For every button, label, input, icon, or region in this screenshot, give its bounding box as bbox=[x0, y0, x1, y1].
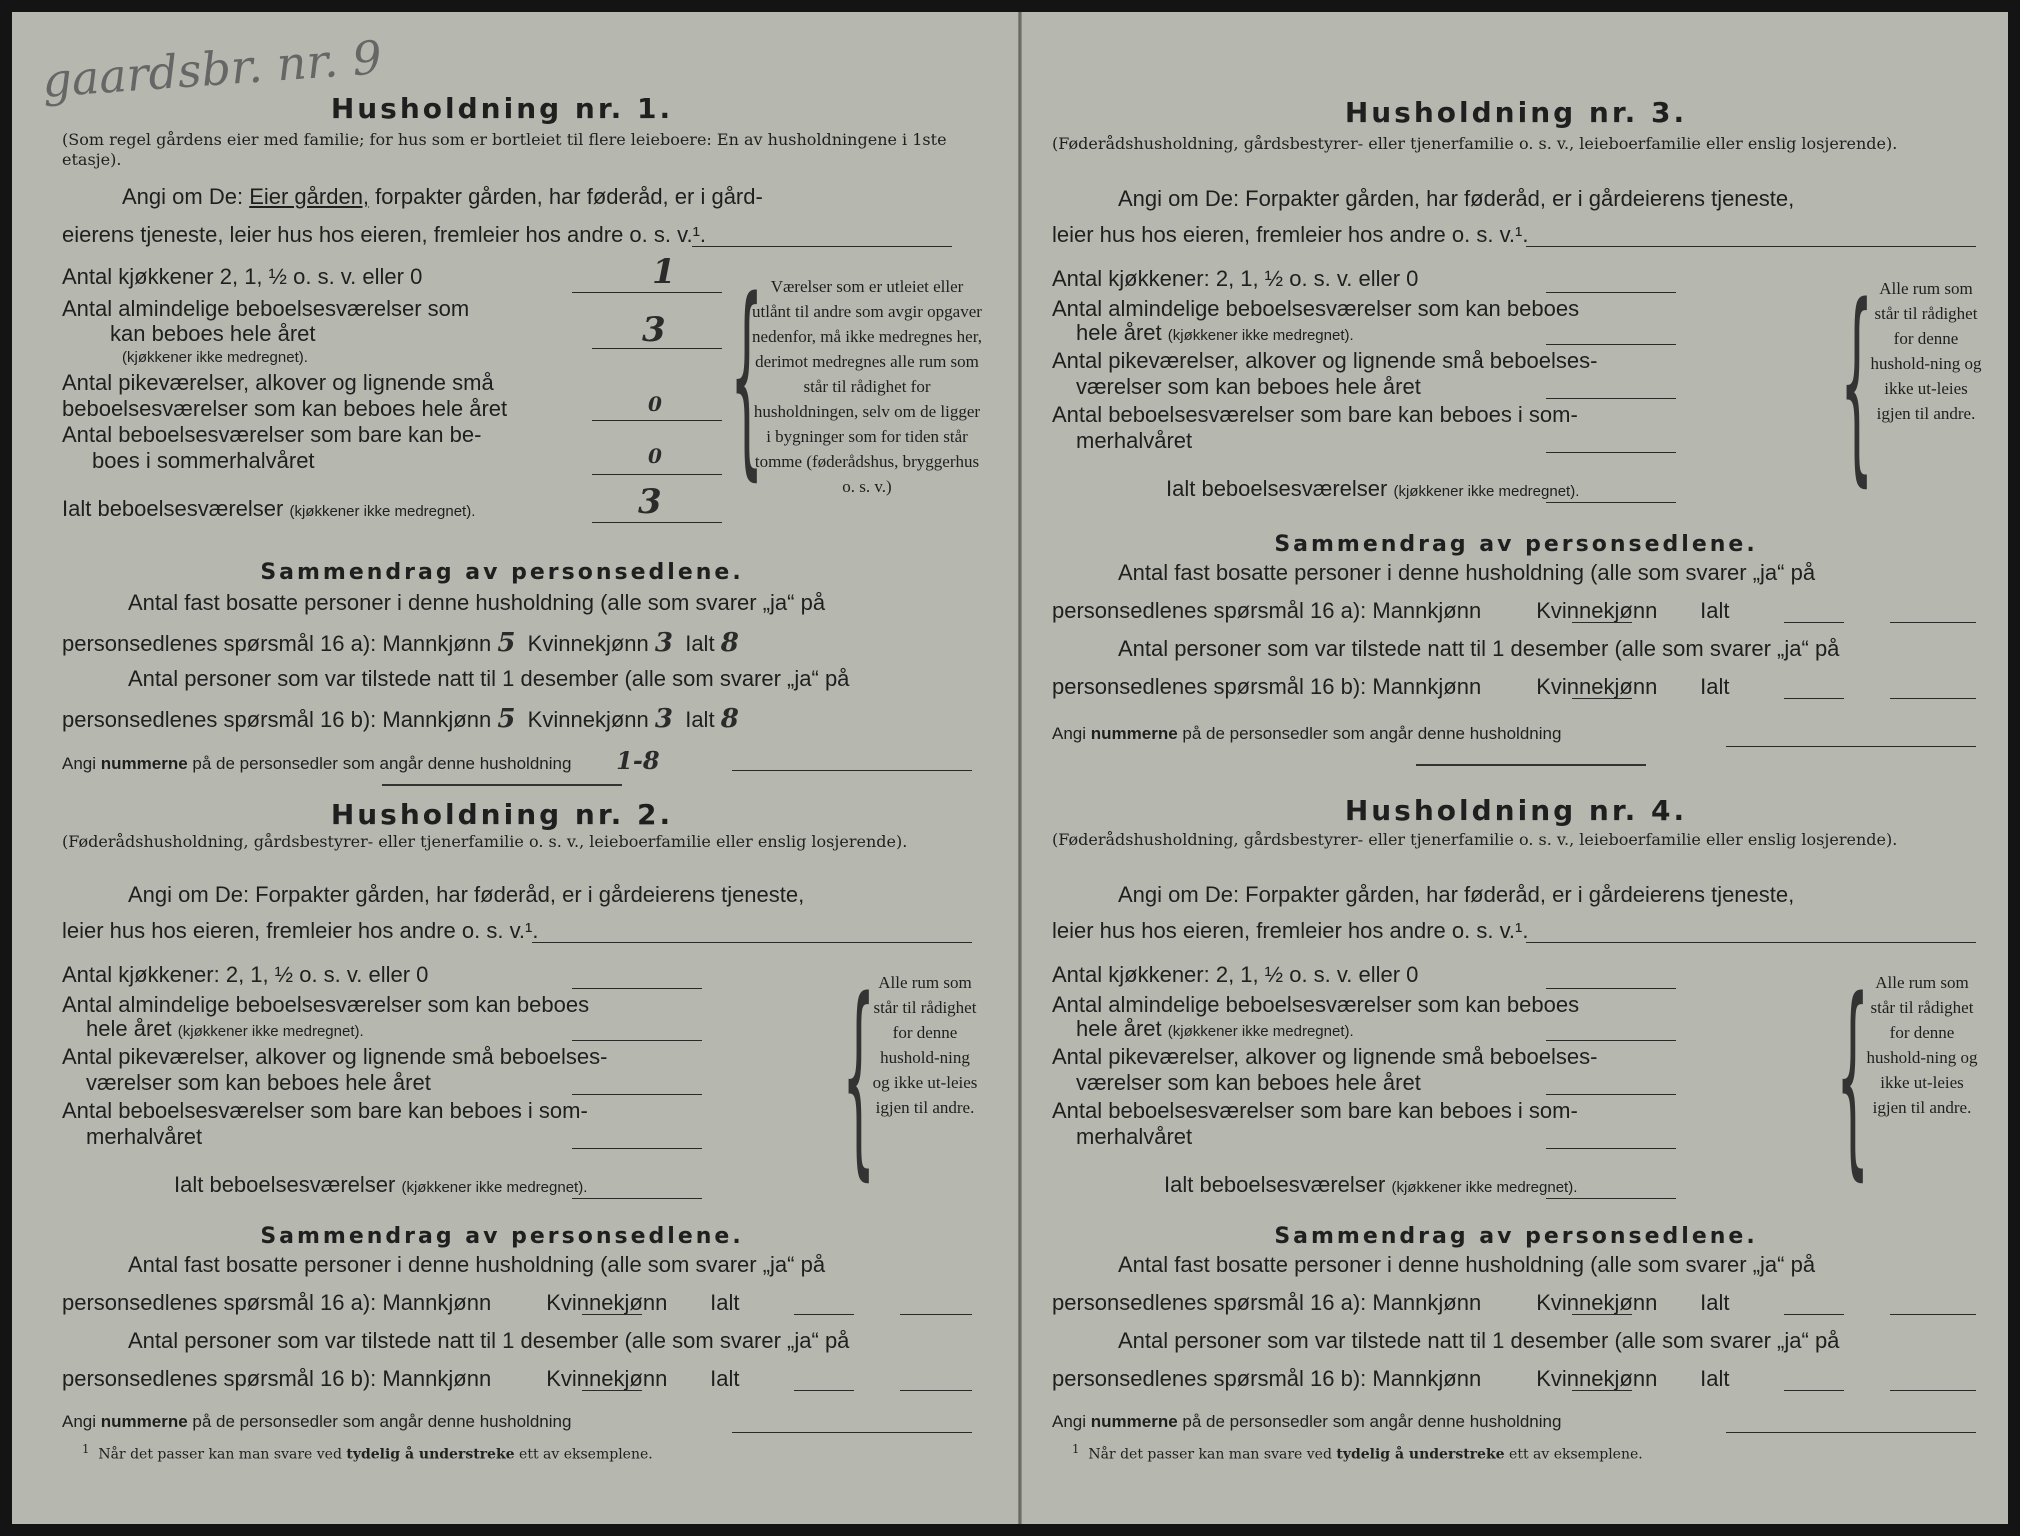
household-2-16b-k-line bbox=[794, 1390, 854, 1391]
household-3-16b-k-line bbox=[1784, 698, 1844, 699]
summary-16a-line-2: personsedlenes spørsmål 16 a): Mannkjønn 5 Kvinnekjønn 3 Ialt 8 bbox=[62, 628, 739, 658]
summary-16a-line-1: Antal fast bosatte personer i denne husholdning (alle som svarer „ja“ på bbox=[128, 590, 826, 615]
household-3-title: Husholdning nr. 3. bbox=[1344, 96, 1688, 129]
angi-line-1: Angi om De: Eier gården, forpakter gården, har føderåd, er i gård- bbox=[122, 184, 763, 209]
household-3-angi-line bbox=[1526, 246, 1976, 247]
summary-16a-female: 3 bbox=[654, 628, 673, 658]
household-4-numbers-line bbox=[1726, 1432, 1976, 1433]
household-1-title: Husholdning nr. 1. bbox=[330, 92, 674, 125]
household-4-brace-note: Alle rum som står til rådighet for denne hushold-ning og ikke ut-leies igjen til andre. bbox=[1866, 973, 1978, 1117]
household-2-note: (Føderådshusholdning, gårdsbestyrer- eller tjenerfamilie o. s. v., leieboerfamilie eller enslig losjerende). bbox=[62, 832, 908, 851]
household-3-rooms-b: hele året (kjøkkener ikke medregnet). bbox=[1076, 320, 1354, 345]
household-2-total-line bbox=[572, 1198, 702, 1199]
angi-fill-line bbox=[692, 246, 952, 247]
rooms-value: 3 bbox=[642, 310, 666, 350]
household-2-kitchens: Antal kjøkkener: 2, 1, ½ o. s. v. eller 0 bbox=[62, 962, 429, 987]
household-4-summer-a: Antal beboelsesværelser som bare kan beboes i som- bbox=[1052, 1098, 1578, 1123]
household-4-rooms-line bbox=[1546, 1040, 1676, 1041]
household-4-note: (Føderådshusholdning, gårdsbestyrer- eller tjenerfamilie o. s. v., leieboerfamilie eller enslig losjerende). bbox=[1052, 830, 1898, 849]
brace-icon: { bbox=[730, 254, 764, 499]
household-2-angi-2: leier hus hos eieren, fremleier hos andre o. s. v.¹. bbox=[62, 918, 539, 943]
summary-16b-male: 5 bbox=[497, 704, 516, 734]
household-4-summer-line bbox=[1546, 1148, 1676, 1149]
kitchens-line bbox=[572, 292, 722, 293]
brace-icon: { bbox=[1840, 260, 1874, 505]
household-3-summer-line bbox=[1546, 452, 1676, 453]
footnote: $^1$ Når det passer kan man svare ved tydelig å understreke ett av eksemplene. bbox=[1072, 1442, 1643, 1463]
maid-rooms-label-a: Antal pikeværelser, alkover og lignende små bbox=[62, 370, 494, 395]
household-4-summer-b: merhalvåret bbox=[1076, 1124, 1193, 1149]
household-3-16b-m-line bbox=[1572, 698, 1632, 699]
summer-rooms-label-b: boes i sommerhalvåret bbox=[92, 448, 315, 473]
maid-rooms-label-b: beboelsesværelser som kan beboes hele året bbox=[62, 396, 508, 421]
household-3-kitchens: Antal kjøkkener: 2, 1, ½ o. s. v. eller 0 bbox=[1052, 266, 1419, 291]
household-2-title: Husholdning nr. 2. bbox=[330, 798, 674, 831]
household-3-rooms-a: Antal almindelige beboelsesværelser som kan beboes bbox=[1052, 296, 1580, 321]
household-3-summer-b: merhalvåret bbox=[1076, 428, 1193, 453]
household-2-kitchens-line bbox=[572, 988, 702, 989]
household-2-rooms-line bbox=[572, 1040, 702, 1041]
summary-16b-line-2: personsedlenes spørsmål 16 b): Mannkjønn 5 Kvinnekjønn 3 Ialt 8 bbox=[62, 704, 739, 734]
household-3-kitchens-line bbox=[1546, 292, 1676, 293]
household-4-16b-1: Antal personer som var tilstede natt til 1 desember (alle som svarer „ja“ på bbox=[1118, 1328, 1840, 1353]
household-3-brace-note: Alle rum som står til rådighet for denne hushold-ning og ikke ut-leies igjen til andre. bbox=[1870, 279, 1982, 423]
summary-16b-female: 3 bbox=[654, 704, 673, 734]
household-4-numbers: Angi nummerne på de personsedler som angår denne husholdning bbox=[1052, 1412, 1562, 1431]
household-1-note: (Som regel gårdens eier med familie; for hus som er bortleiet til flere leieboere: En av husholdningene i 1ste etasje). bbox=[62, 130, 947, 169]
page-fold bbox=[1018, 12, 1022, 1524]
household-4-16a-1: Antal fast bosatte personer i denne husholdning (alle som svarer „ja“ på bbox=[1118, 1252, 1816, 1277]
household-3-note: (Føderådshusholdning, gårdsbestyrer- eller tjenerfamilie o. s. v., leieboerfamilie eller enslig losjerende). bbox=[1052, 134, 1898, 153]
household-3-rooms-line bbox=[1546, 344, 1676, 345]
household-3-total: Ialt beboelsesværelser (kjøkkener ikke medregnet). bbox=[1166, 476, 1580, 501]
household-3-16a-m-line bbox=[1572, 622, 1632, 623]
household-3-16a-2: personsedlenes spørsmål 16 a): Mannkjønn Kvinnekjønn Ialt bbox=[1052, 598, 1730, 623]
household-3-numbers-line bbox=[1726, 746, 1976, 747]
maid-rooms-line bbox=[592, 420, 722, 421]
household-2-16a-1: Antal fast bosatte personer i denne husholdning (alle som svarer „ja“ på bbox=[128, 1252, 826, 1277]
household-4-16a-i-line bbox=[1890, 1314, 1976, 1315]
maid-rooms-value: 0 bbox=[648, 392, 662, 416]
household-2-rooms-a: Antal almindelige beboelsesværelser som kan beboes bbox=[62, 992, 590, 1017]
separator bbox=[1416, 764, 1646, 766]
household-3-16a-1: Antal fast bosatte personer i denne husholdning (alle som svarer „ja“ på bbox=[1118, 560, 1816, 585]
household-2-16b-i-line bbox=[900, 1390, 972, 1391]
rooms-label-a: Antal almindelige beboelsesværelser som bbox=[62, 296, 470, 321]
kitchens-label: Antal kjøkkener 2, 1, ½ o. s. v. eller 0 bbox=[62, 264, 423, 289]
household-4-total-line bbox=[1546, 1198, 1676, 1199]
household-4-16a-k-line bbox=[1784, 1314, 1844, 1315]
summary-16a-male: 5 bbox=[497, 628, 516, 658]
footnote: $^1$ Når det passer kan man svare ved tydelig å understreke ett av eksemplene. bbox=[82, 1442, 653, 1463]
household-4-kitchens-line bbox=[1546, 988, 1676, 989]
household-2-16b-m-line bbox=[582, 1390, 642, 1391]
household-4-16b-k-line bbox=[1784, 1390, 1844, 1391]
household-2-angi-1: Angi om De: Forpakter gården, har føderåd, er i gårdeierens tjeneste, bbox=[128, 882, 805, 907]
summary-title: Sammendrag av personsedlene. bbox=[260, 560, 744, 585]
household-2-summer-line bbox=[572, 1148, 702, 1149]
household-2-16a-i-line bbox=[900, 1314, 972, 1315]
household-2-summer-b: merhalvåret bbox=[86, 1124, 203, 1149]
brace-note: Værelser som er utleiet eller utlånt til andre som avgir opgaver nedenfor, må ikke medregnes her, derimot medregnes alle rum som står til rådighet for husholdningen, selv om de ligger i bygninger som for tiden står tomme (føderådshus, bryggerhus o. s. v.) bbox=[752, 277, 982, 496]
summary-16b-line-1: Antal personer som var tilstede natt til 1 desember (alle som svarer „ja“ på bbox=[128, 666, 850, 691]
household-2-16a-m-line bbox=[582, 1314, 642, 1315]
household-2-maid-b: værelser som kan beboes hele året bbox=[86, 1070, 431, 1095]
household-2-numbers: Angi nummerne på de personsedler som angår denne husholdning bbox=[62, 1412, 572, 1431]
household-4-rooms-b: hele året (kjøkkener ikke medregnet). bbox=[1076, 1016, 1354, 1041]
summer-rooms-line bbox=[592, 474, 722, 475]
brace-icon: { bbox=[1836, 954, 1870, 1199]
household-2-numbers-line bbox=[732, 1432, 972, 1433]
separator bbox=[382, 784, 622, 786]
household-3-angi-1: Angi om De: Forpakter gården, har føderåd, er i gårdeierens tjeneste, bbox=[1118, 186, 1795, 211]
household-2-summary-title: Sammendrag av personsedlene. bbox=[260, 1224, 744, 1249]
total-rooms-label: Ialt beboelsesværelser (kjøkkener ikke medregnet). bbox=[62, 496, 476, 521]
household-3-summary-title: Sammendrag av personsedlene. bbox=[1274, 532, 1758, 557]
corner-handwritten-note: gaardsbr. nr. 9 bbox=[40, 30, 384, 108]
household-4-title: Husholdning nr. 4. bbox=[1344, 794, 1688, 827]
household-2-16b-2: personsedlenes spørsmål 16 b): Mannkjønn Kvinnekjønn Ialt bbox=[62, 1366, 740, 1391]
summary-16b-total: 8 bbox=[720, 704, 739, 734]
summer-rooms-label-a: Antal beboelsesværelser som bare kan be- bbox=[62, 422, 482, 447]
household-2-maid-line bbox=[572, 1094, 702, 1095]
summary-16a-total: 8 bbox=[720, 628, 739, 658]
angi-answer-underlined: Eier gården, bbox=[249, 184, 370, 209]
household-3-maid-a: Antal pikeværelser, alkover og lignende små beboelses- bbox=[1052, 348, 1598, 373]
household-2-maid-a: Antal pikeværelser, alkover og lignende små beboelses- bbox=[62, 1044, 608, 1069]
household-4-16b-m-line bbox=[1572, 1390, 1632, 1391]
household-4-summary-title: Sammendrag av personsedlene. bbox=[1274, 1224, 1758, 1249]
household-3-summer-a: Antal beboelsesværelser som bare kan beboes i som- bbox=[1052, 402, 1578, 427]
total-rooms-line bbox=[592, 522, 722, 523]
household-4-16b-i-line bbox=[1890, 1390, 1976, 1391]
household-4-rooms-a: Antal almindelige beboelsesværelser som kan beboes bbox=[1052, 992, 1580, 1017]
rooms-label-c: (kjøkkener ikke medregnet). bbox=[122, 349, 308, 366]
household-3-angi-2: leier hus hos eieren, fremleier hos andre o. s. v.¹. bbox=[1052, 222, 1529, 247]
angi-line-2: eierens tjeneste, leier hus hos eieren, fremleier hos andre o. s. v.¹. bbox=[62, 222, 707, 247]
household-3-16b-i-line bbox=[1890, 698, 1976, 699]
household-4-angi-2: leier hus hos eieren, fremleier hos andre o. s. v.¹. bbox=[1052, 918, 1529, 943]
household-2-total: Ialt beboelsesværelser (kjøkkener ikke medregnet). bbox=[174, 1172, 588, 1197]
kitchens-value: 1 bbox=[652, 252, 676, 292]
household-3-maid-b: værelser som kan beboes hele året bbox=[1076, 374, 1421, 399]
total-rooms-value: 3 bbox=[638, 482, 662, 522]
household-4-maid-b: værelser som kan beboes hele året bbox=[1076, 1070, 1421, 1095]
household-4-16a-m-line bbox=[1572, 1314, 1632, 1315]
household-4-angi-1: Angi om De: Forpakter gården, har føderåd, er i gårdeierens tjeneste, bbox=[1118, 882, 1795, 907]
household-4-maid-a: Antal pikeværelser, alkover og lignende små beboelses- bbox=[1052, 1044, 1598, 1069]
numbers-line: Angi nummerne på de personsedler som angår denne husholdning 1-8 bbox=[62, 746, 660, 775]
numbers-line-fill bbox=[732, 770, 972, 771]
household-2-angi-line bbox=[532, 942, 972, 943]
left-page bbox=[12, 12, 992, 1524]
household-2-16a-2: personsedlenes spørsmål 16 a): Mannkjønn Kvinnekjønn Ialt bbox=[62, 1290, 740, 1315]
household-3-16a-i-line bbox=[1890, 622, 1976, 623]
household-3-maid-line bbox=[1546, 398, 1676, 399]
household-4-total: Ialt beboelsesværelser (kjøkkener ikke medregnet). bbox=[1164, 1172, 1578, 1197]
household-4-16a-2: personsedlenes spørsmål 16 a): Mannkjønn Kvinnekjønn Ialt bbox=[1052, 1290, 1730, 1315]
household-2-rooms-b: hele året (kjøkkener ikke medregnet). bbox=[86, 1016, 364, 1041]
summer-rooms-value: 0 bbox=[648, 444, 662, 468]
brace-icon: { bbox=[842, 954, 876, 1199]
household-4-maid-line bbox=[1546, 1094, 1676, 1095]
household-3-16a-k-line bbox=[1784, 622, 1844, 623]
numbers-value: 1-8 bbox=[616, 746, 660, 775]
household-4-kitchens: Antal kjøkkener: 2, 1, ½ o. s. v. eller 0 bbox=[1052, 962, 1419, 987]
household-3-16b-1: Antal personer som var tilstede natt til 1 desember (alle som svarer „ja“ på bbox=[1118, 636, 1840, 661]
household-2-16a-k-line bbox=[794, 1314, 854, 1315]
right-page bbox=[1026, 12, 2006, 1524]
household-3-total-line bbox=[1546, 502, 1676, 503]
household-4-16b-2: personsedlenes spørsmål 16 b): Mannkjønn Kvinnekjønn Ialt bbox=[1052, 1366, 1730, 1391]
household-3-numbers: Angi nummerne på de personsedler som angår denne husholdning bbox=[1052, 724, 1562, 743]
household-3-16b-2: personsedlenes spørsmål 16 b): Mannkjønn Kvinnekjønn Ialt bbox=[1052, 674, 1730, 699]
household-2-summer-a: Antal beboelsesværelser som bare kan beboes i som- bbox=[62, 1098, 588, 1123]
household-4-angi-line bbox=[1526, 942, 1976, 943]
household-2-brace-note: Alle rum som står til rådighet for denne hushold-ning og ikke ut-leies igjen til andre. bbox=[872, 973, 978, 1117]
household-2-16b-1: Antal personer som var tilstede natt til 1 desember (alle som svarer „ja“ på bbox=[128, 1328, 850, 1353]
rooms-label-b: kan beboes hele året bbox=[110, 321, 316, 346]
